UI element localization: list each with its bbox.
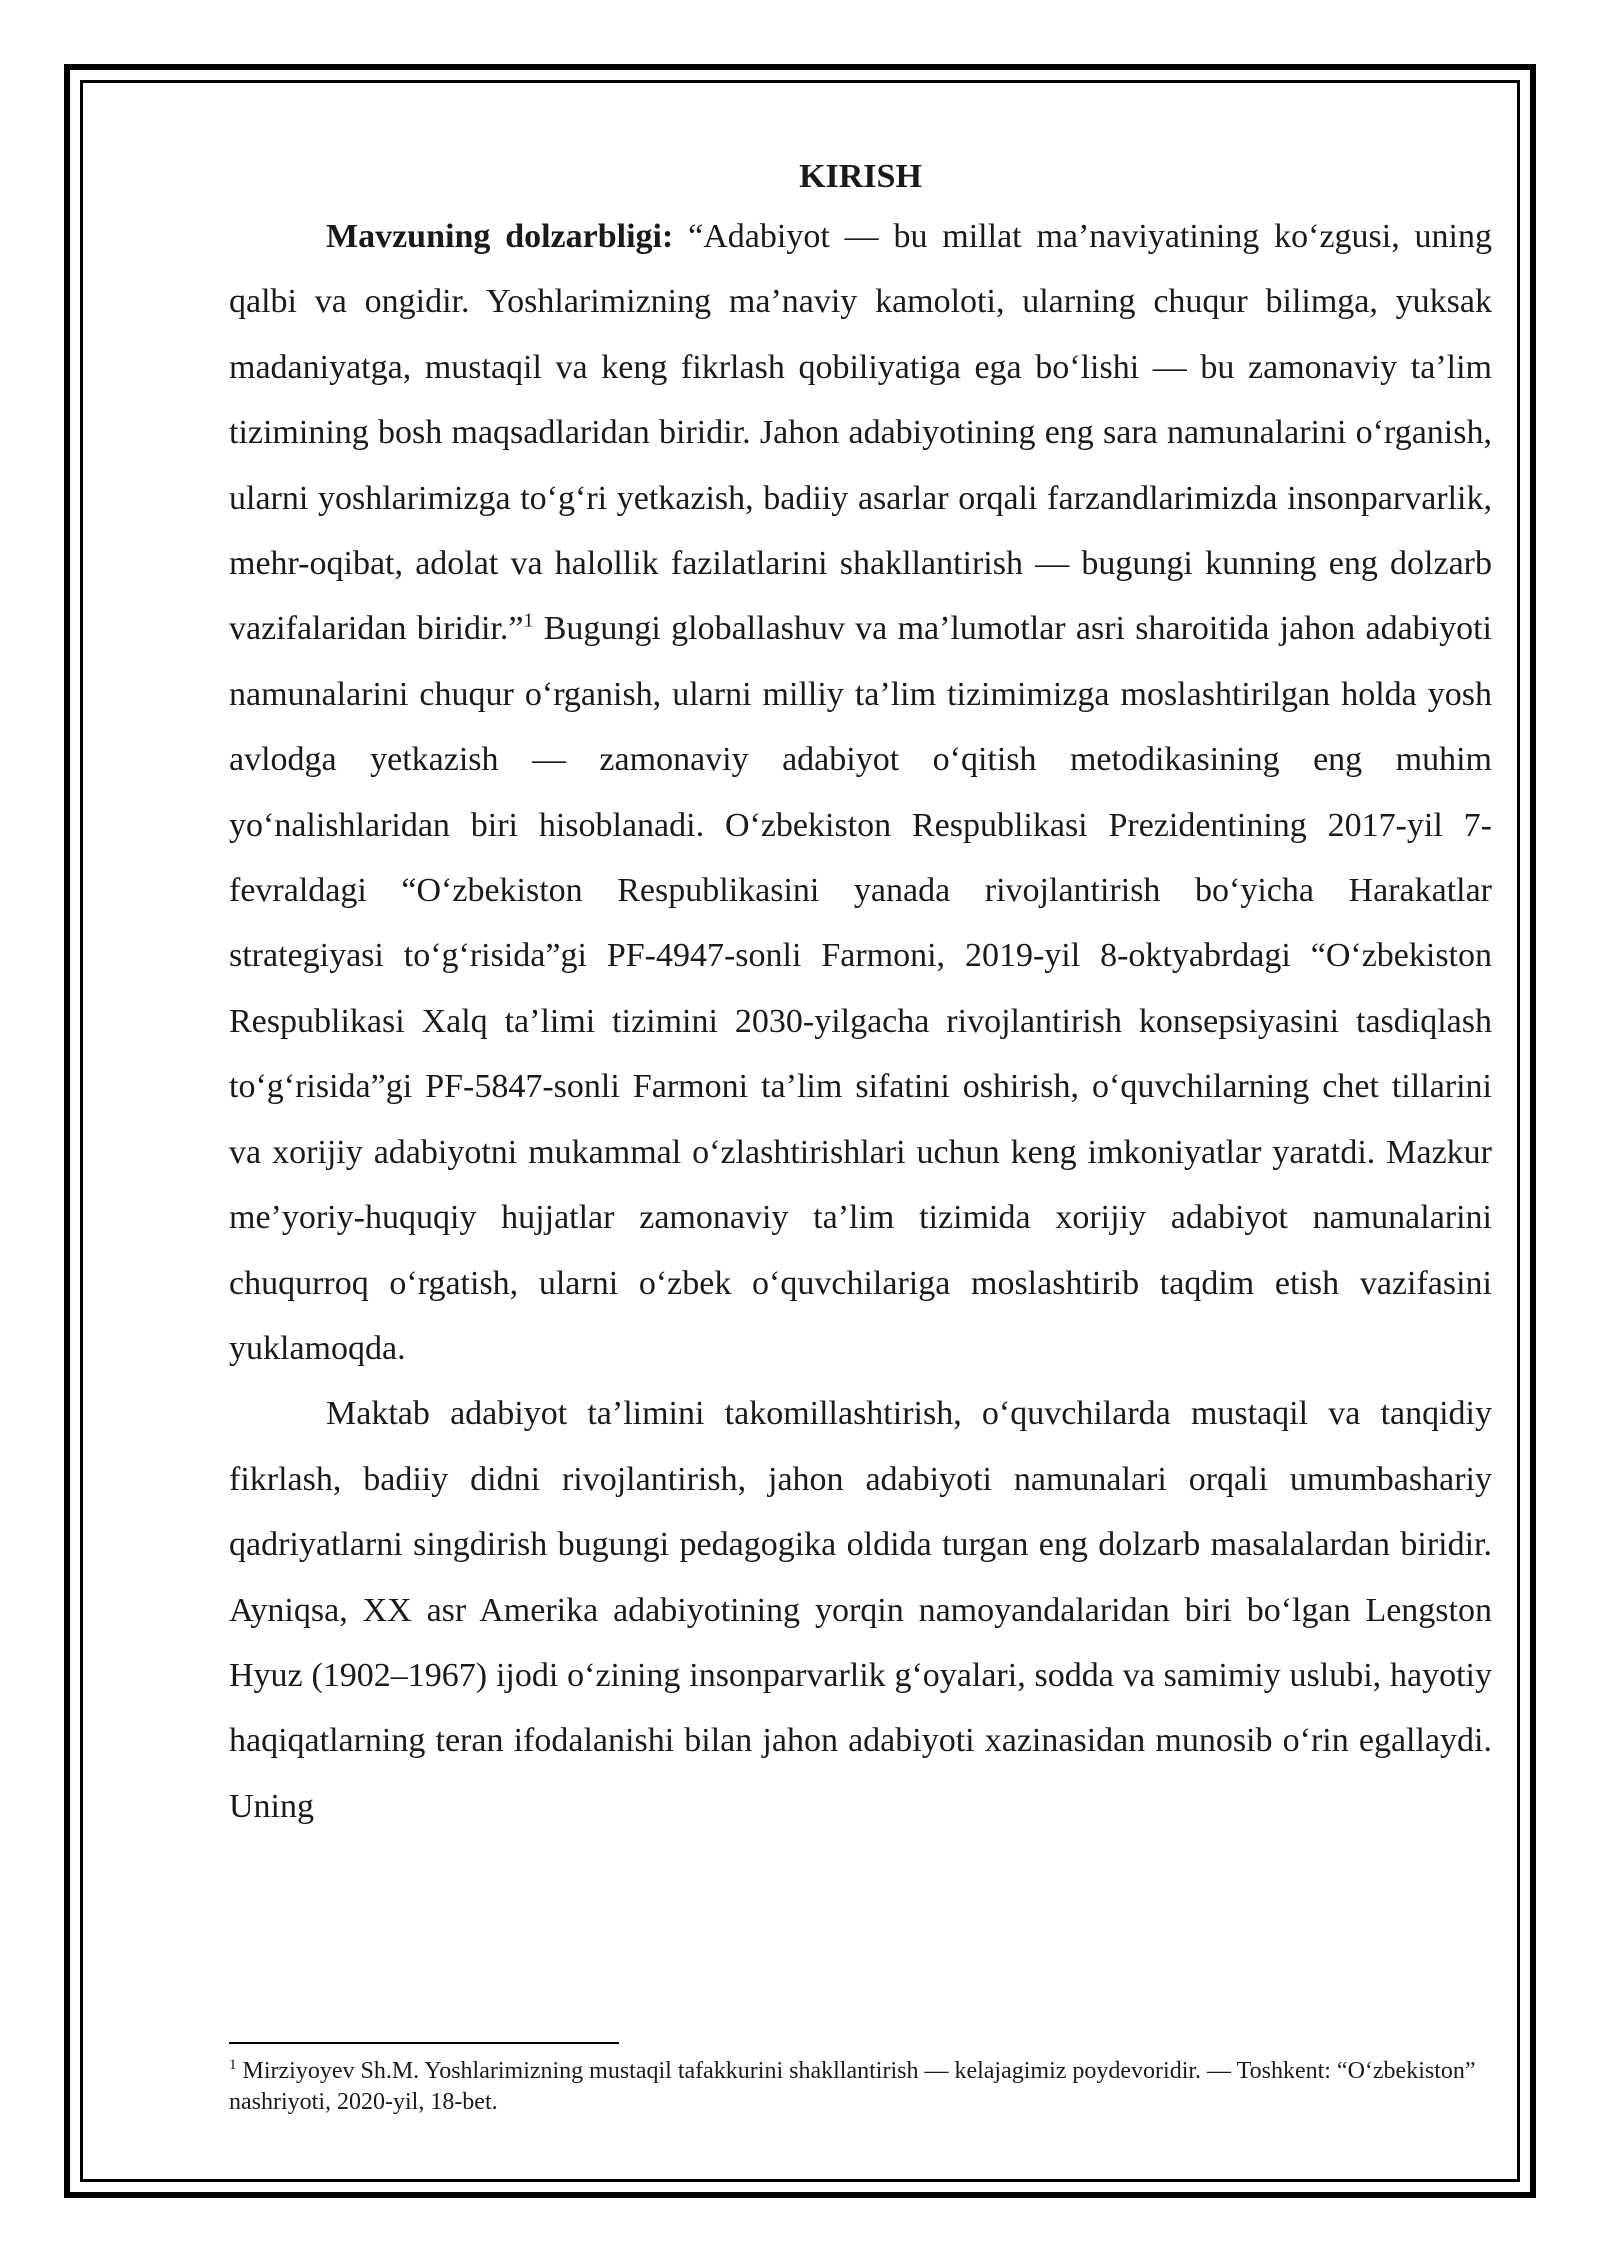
footnote-reference: 1 xyxy=(523,610,534,633)
footnote xyxy=(229,2056,1492,2118)
paragraph-continuation: Bugungi globallashuv va ma’lumotlar asri sharoitida jahon adabiyoti namunalarini chuqur o‘rganish, ularni milliy ta’lim tizimimizga moslashtirilgan holda yosh avlodga yetkazish — zamonaviy adabiyot o‘qitish metodikasining eng muhim yo‘nalishlaridan biri hisoblanadi. O‘zbekiston Respublikasi Prezidentining 2017-yil 7-fevraldagi “O‘zbekiston Respublikasini yanada rivojlantirish bo‘yicha Harakatlar strategiyasi to‘g‘risida”gi PF-4947-sonli Farmoni, 2019-yil 8-oktyabrdagi “O‘zbekiston Respublikasi Xalq ta’limi tizimini 2030-yilgacha rivojlantirish konsepsiyasini tasdiqlash to‘g‘risida”gi PF-5847-sonli Farmoni ta’lim sifatini oshirish, o‘quvchilarning chet tillarini va xorijiy adabiyotni mukammal o‘zlashtirishlari uchun keng imkoniyatlar yaratdi. Mazkur me’yoriy-huquqiy hujjatlar zamonaviy ta’lim tizimida xorijiy adabiyot namunalarini chuqurroq o‘rgatish, ularni o‘zbek o‘quvchilariga moslashtirib taqdim etish vazifasini yuklamoqda. xyxy=(229,610,1493,1367)
section-title: KIRISH xyxy=(799,158,922,195)
footnote-text: Mirziyoyev Sh.M. Yoshlarimizning mustaqil tafakkurini shakllantirish — kelajagimiz poydevoridir. — Toshkent: “O‘zbekiston” nashriyoti, 2020-yil, 18-bet. xyxy=(229,2058,1476,2115)
footnote-separator xyxy=(229,2042,619,2044)
main-text xyxy=(229,150,1492,1839)
footnote-number: 1 xyxy=(229,2057,237,2073)
relevance-heading: Mavzuning dolzarbligi: xyxy=(326,218,674,255)
paragraph-school-literature: Maktab adabiyot ta’limini takomillashtirish, o‘quvchilarda mustaqil va tanqidiy fikrlash, badiiy didni rivojlantirish, jahon adabiyoti namunalari orqali umumbashariy qadriyatlarni singdirish bugungi pedagogika oldida turgan eng dolzarb masalalardan biridir. Ayniqsa, XX asr Amerika adabiyotining yorqin namoyandalaridan biri bo‘lgan Lengston Hyuz (1902–1967) ijodi o‘zining insonparvarlik g‘oyalari, sodda va samimiy uslubi, hayotiy haqiqatlarning teran ifodalanishi bilan jahon adabiyoti xazinasidan munosib o‘rin egallaydi. Uning xyxy=(229,1395,1492,1825)
quote-text: “Adabiyot — bu millat ma’naviyatining ko‘zgusi, uning qalbi va ongidir. Yoshlarimizning ma’naviy kamoloti, ularning chuqur bilimga, yuksak madaniyatga, mustaqil va keng fikrlash qobiliyatiga ega bo‘lishi — bu zamonaviy ta’lim tizimining bosh maqsadlaridan biridir. Jahon adabiyotining eng sara namunalarini o‘rganish, ularni yoshlarimizga to‘g‘ri yetkazish, badiiy asarlar orqali farzandlarimizda insonparvarlik, mehr-oqibat, adolat va halollik fazilatlarini shakllantirish — bugungi kunning eng dolzarb vazifalaridan biridir.” xyxy=(229,218,1492,648)
paragraph-relevance xyxy=(229,204,1492,1381)
